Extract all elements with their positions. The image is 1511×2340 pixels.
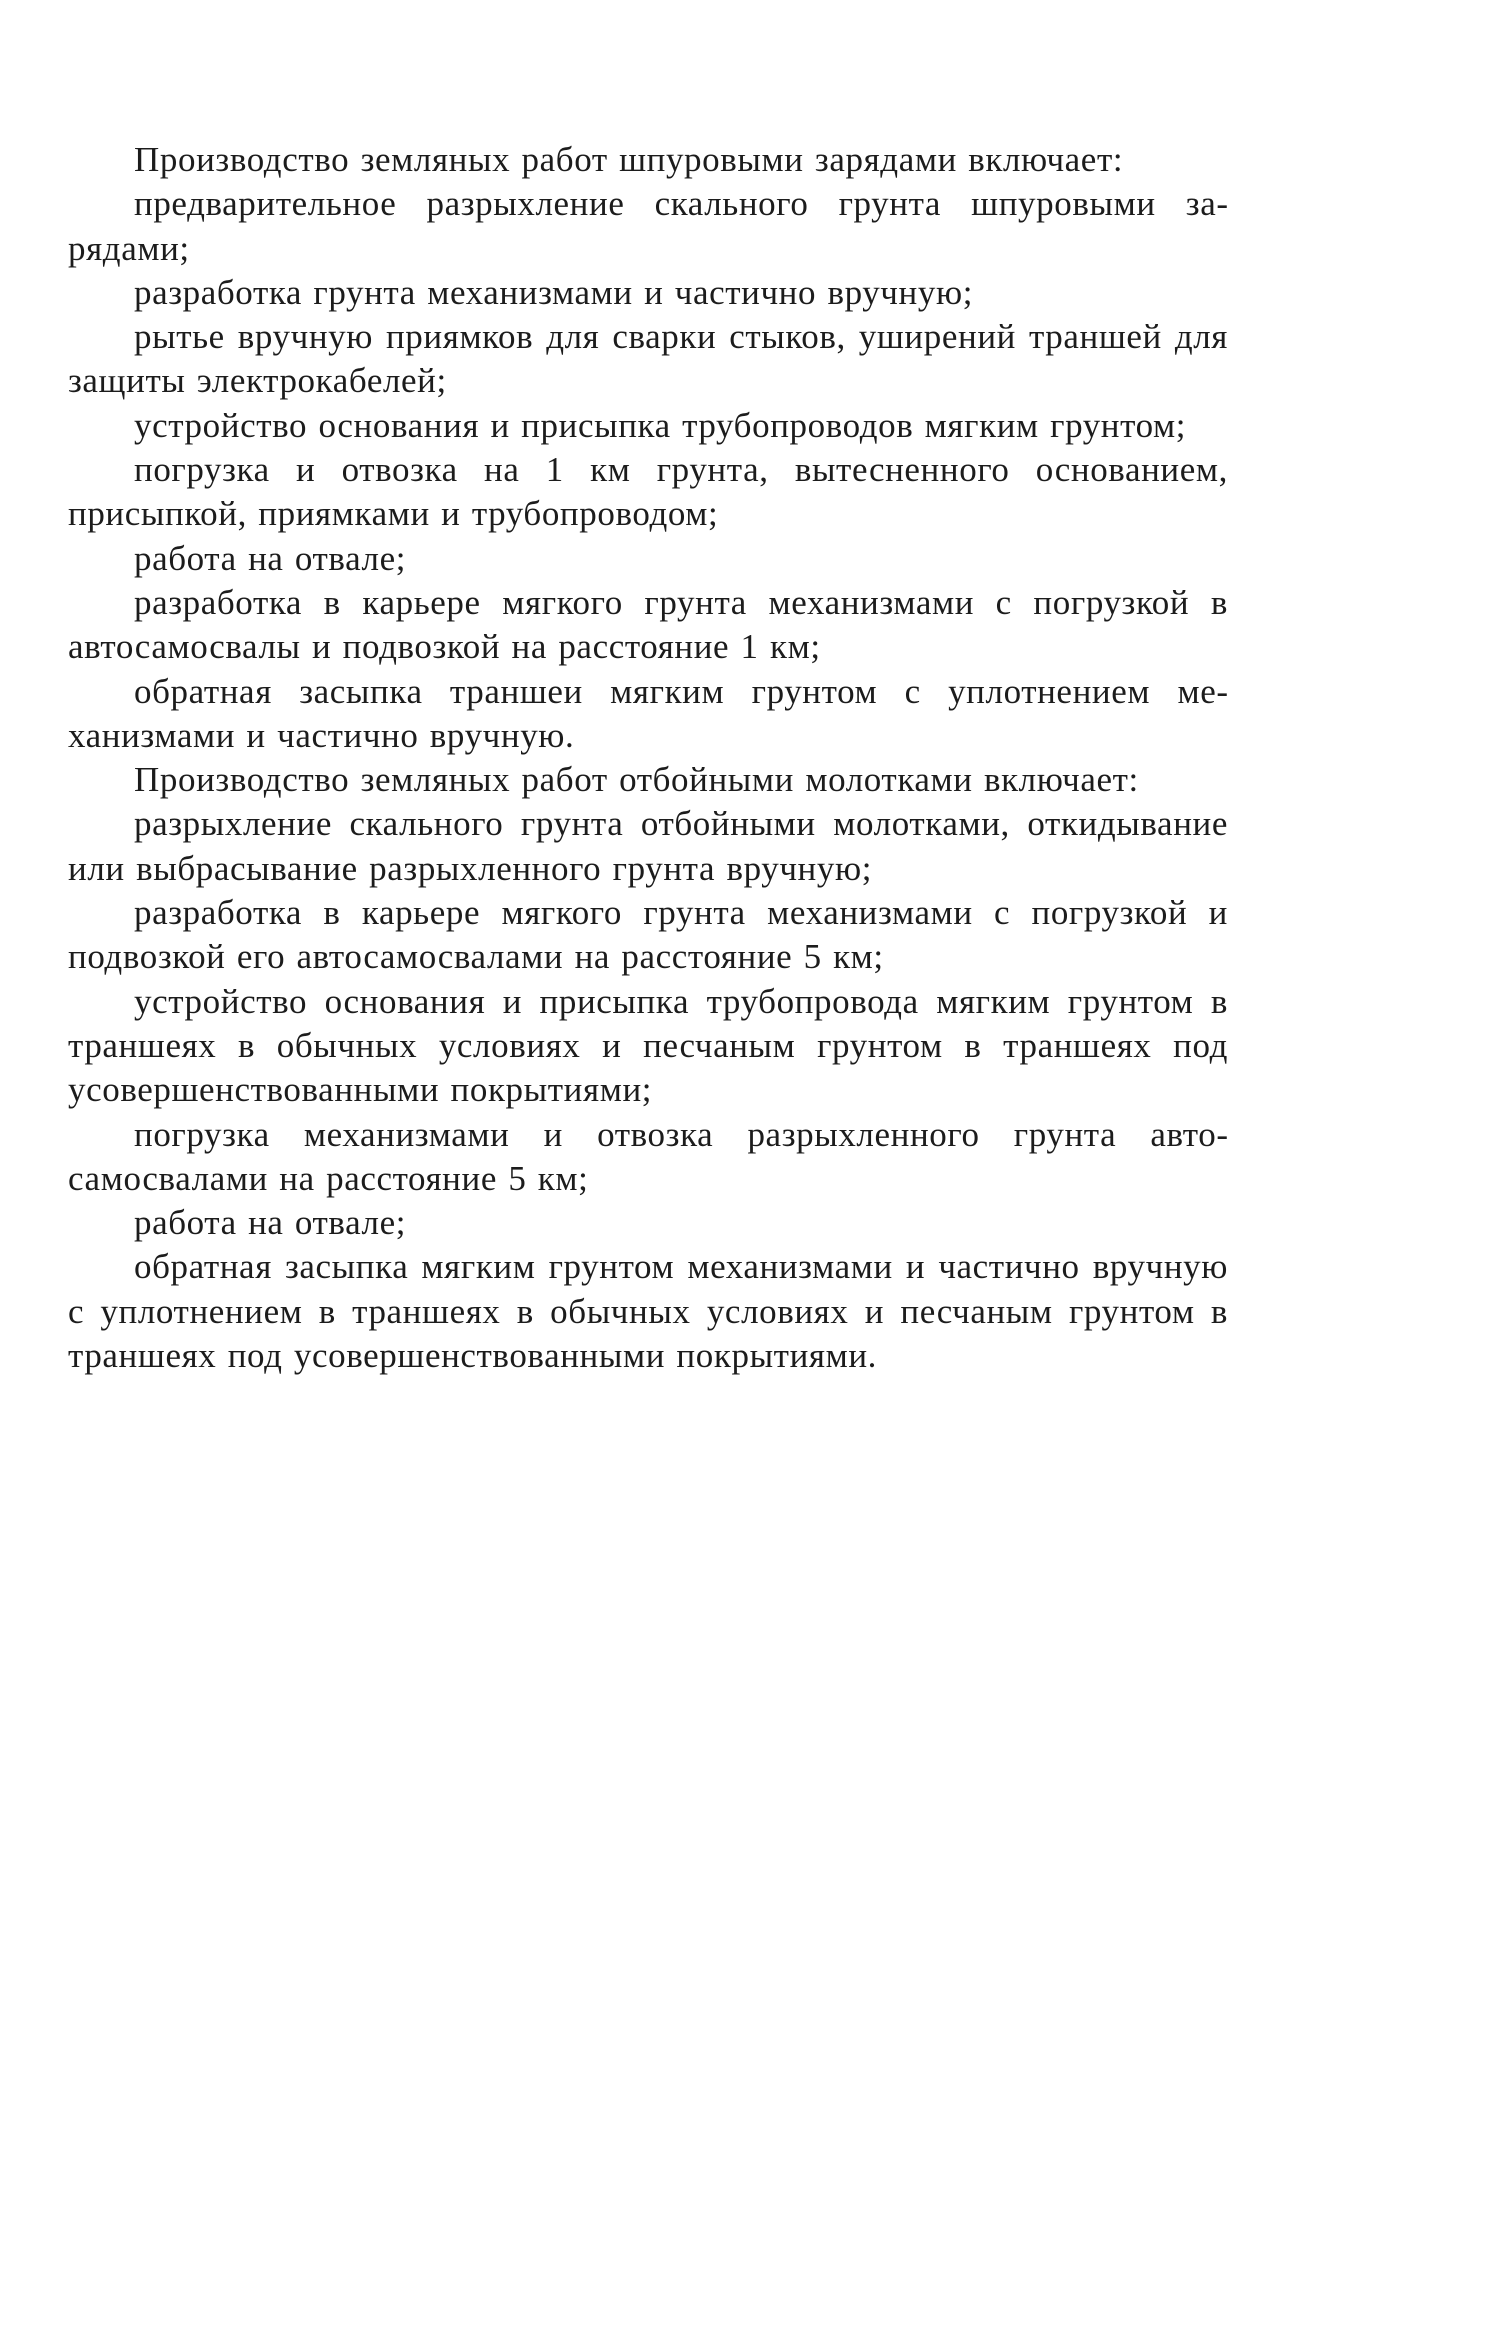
- paragraph-1: Производство земляных работ шпуровыми зарядами включает:: [134, 140, 1124, 179]
- paragraph-15: работа на отвале;: [134, 1203, 407, 1243]
- paragraph-3: разработка грунта механизмами и частично вручную;: [134, 272, 974, 312]
- paragraph-10: Производство земляных работ отбойными молотками включает:: [134, 760, 1139, 800]
- paragraph-9: обратная засыпка траншеи мягким грунтом с уплотнением механизмами и частично вручную.: [68, 671, 1228, 755]
- paragraph-16: обратная засыпка мягким грунтом механизмами и частично вручную с уплотнением в траншеях в обычных условиях и песчаным грунтом в траншеях под усовершенствованными покрытиями.: [68, 1247, 1228, 1376]
- document-body: [68, 138, 1228, 1378]
- paragraph-11: разрыхление скального грунта отбойными молотками, откидывание или выбрасывание разрыхленного грунта вручную;: [68, 804, 1228, 888]
- paragraph-5: устройство основания и присыпка трубопроводов мягким грунтом;: [134, 405, 1187, 445]
- paragraph-2: предварительное разрыхление скального грунта шпуровыми зарядами;: [68, 184, 1228, 268]
- paragraph-13: устройство основания и присыпка трубопровода мягким грунтом в траншеях в обычных условиях и песчаным грунтом в траншеях под усовершенствованными покрытиями;: [68, 981, 1228, 1110]
- paragraph-7: работа на отвале;: [134, 538, 407, 578]
- paragraph-4: рытье вручную приямков для сварки стыков, уширений траншей для защиты электрокабелей;: [68, 317, 1228, 401]
- paragraph-6: погрузка и отвозка на 1 км грунта, вытесненного основанием, присыпкой, приямками и трубопроводом;: [68, 450, 1228, 534]
- paragraph-14: погрузка механизмами и отвозка разрыхленного грунта автосамосвалами на расстояние 5 км;: [68, 1114, 1228, 1198]
- paragraph-12: разработка в карьере мягкого грунта механизмами с погрузкой и подвозкой его автосамосвалами на расстояние 5 км;: [68, 893, 1228, 977]
- paragraph-8: разработка в карьере мягкого грунта механизмами с погрузкой в автосамосвалы и подвозкой на расстояние 1 км;: [68, 582, 1228, 667]
